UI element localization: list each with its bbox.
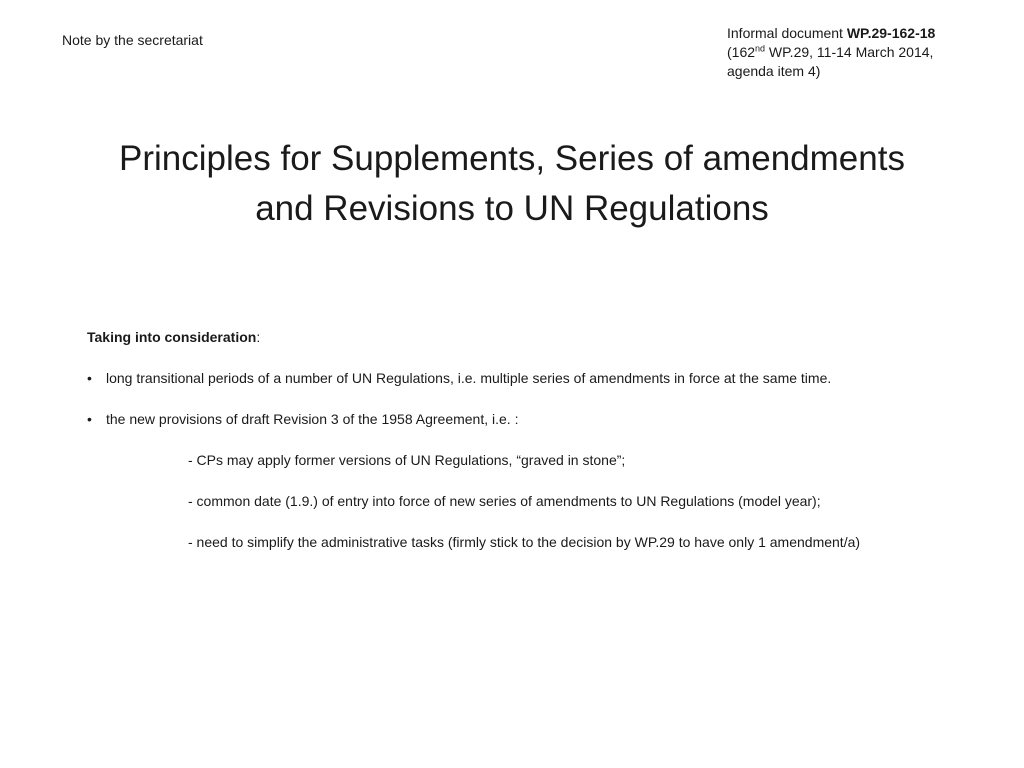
session-details: WP.29, 11-14 March 2014, [765,44,934,60]
document-reference-line-2 [727,43,1007,62]
document-reference-line-1 [727,24,1007,43]
slide-title-line-1: Principles for Supplements, Series of amendments [119,139,905,178]
session-number: (162 [727,44,756,60]
consideration-heading-text: Taking into consideration [87,329,257,345]
document-reference [727,24,1007,81]
bullet-dot: • [87,370,92,386]
agenda-item: agenda item 4) [727,63,821,79]
document-code: WP.29-162-18 [846,25,936,41]
secretariat-note: Note by the secretariat [62,32,203,48]
bullet-dot: • [87,411,92,427]
slide-title [20,134,1004,234]
consideration-heading [87,328,997,346]
sub-item-former-versions: - CPs may apply former versions of UN Regulations, “graved in stone”; [188,452,626,468]
session-ordinal-suffix: nd [755,43,766,54]
sub-item-list [87,451,997,551]
sub-item-common-date: - common date (1.9.) of entry into force of new series of amendments to UN Regulations (model year); [188,493,821,509]
bullet-text: long transitional periods of a number of UN Regulations, i.e. multiple series of amendments in force at the same time. [106,370,832,386]
slide-content [87,328,997,551]
bullet-list [87,369,997,428]
slide-title-line-2: and Revisions to UN Regulations [255,189,769,228]
bullet-item-transitional-periods [87,369,997,387]
consideration-heading-colon: : [256,329,261,345]
sub-item-simplify-tasks: - need to simplify the administrative tasks (firmly stick to the decision by WP.29 to have only 1 amendment/a) [188,534,861,550]
document-prefix: Informal document [727,25,847,41]
bullet-text: the new provisions of draft Revision 3 of the 1958 Agreement, i.e. : [106,411,519,427]
bullet-item-revision-3 [87,410,997,428]
